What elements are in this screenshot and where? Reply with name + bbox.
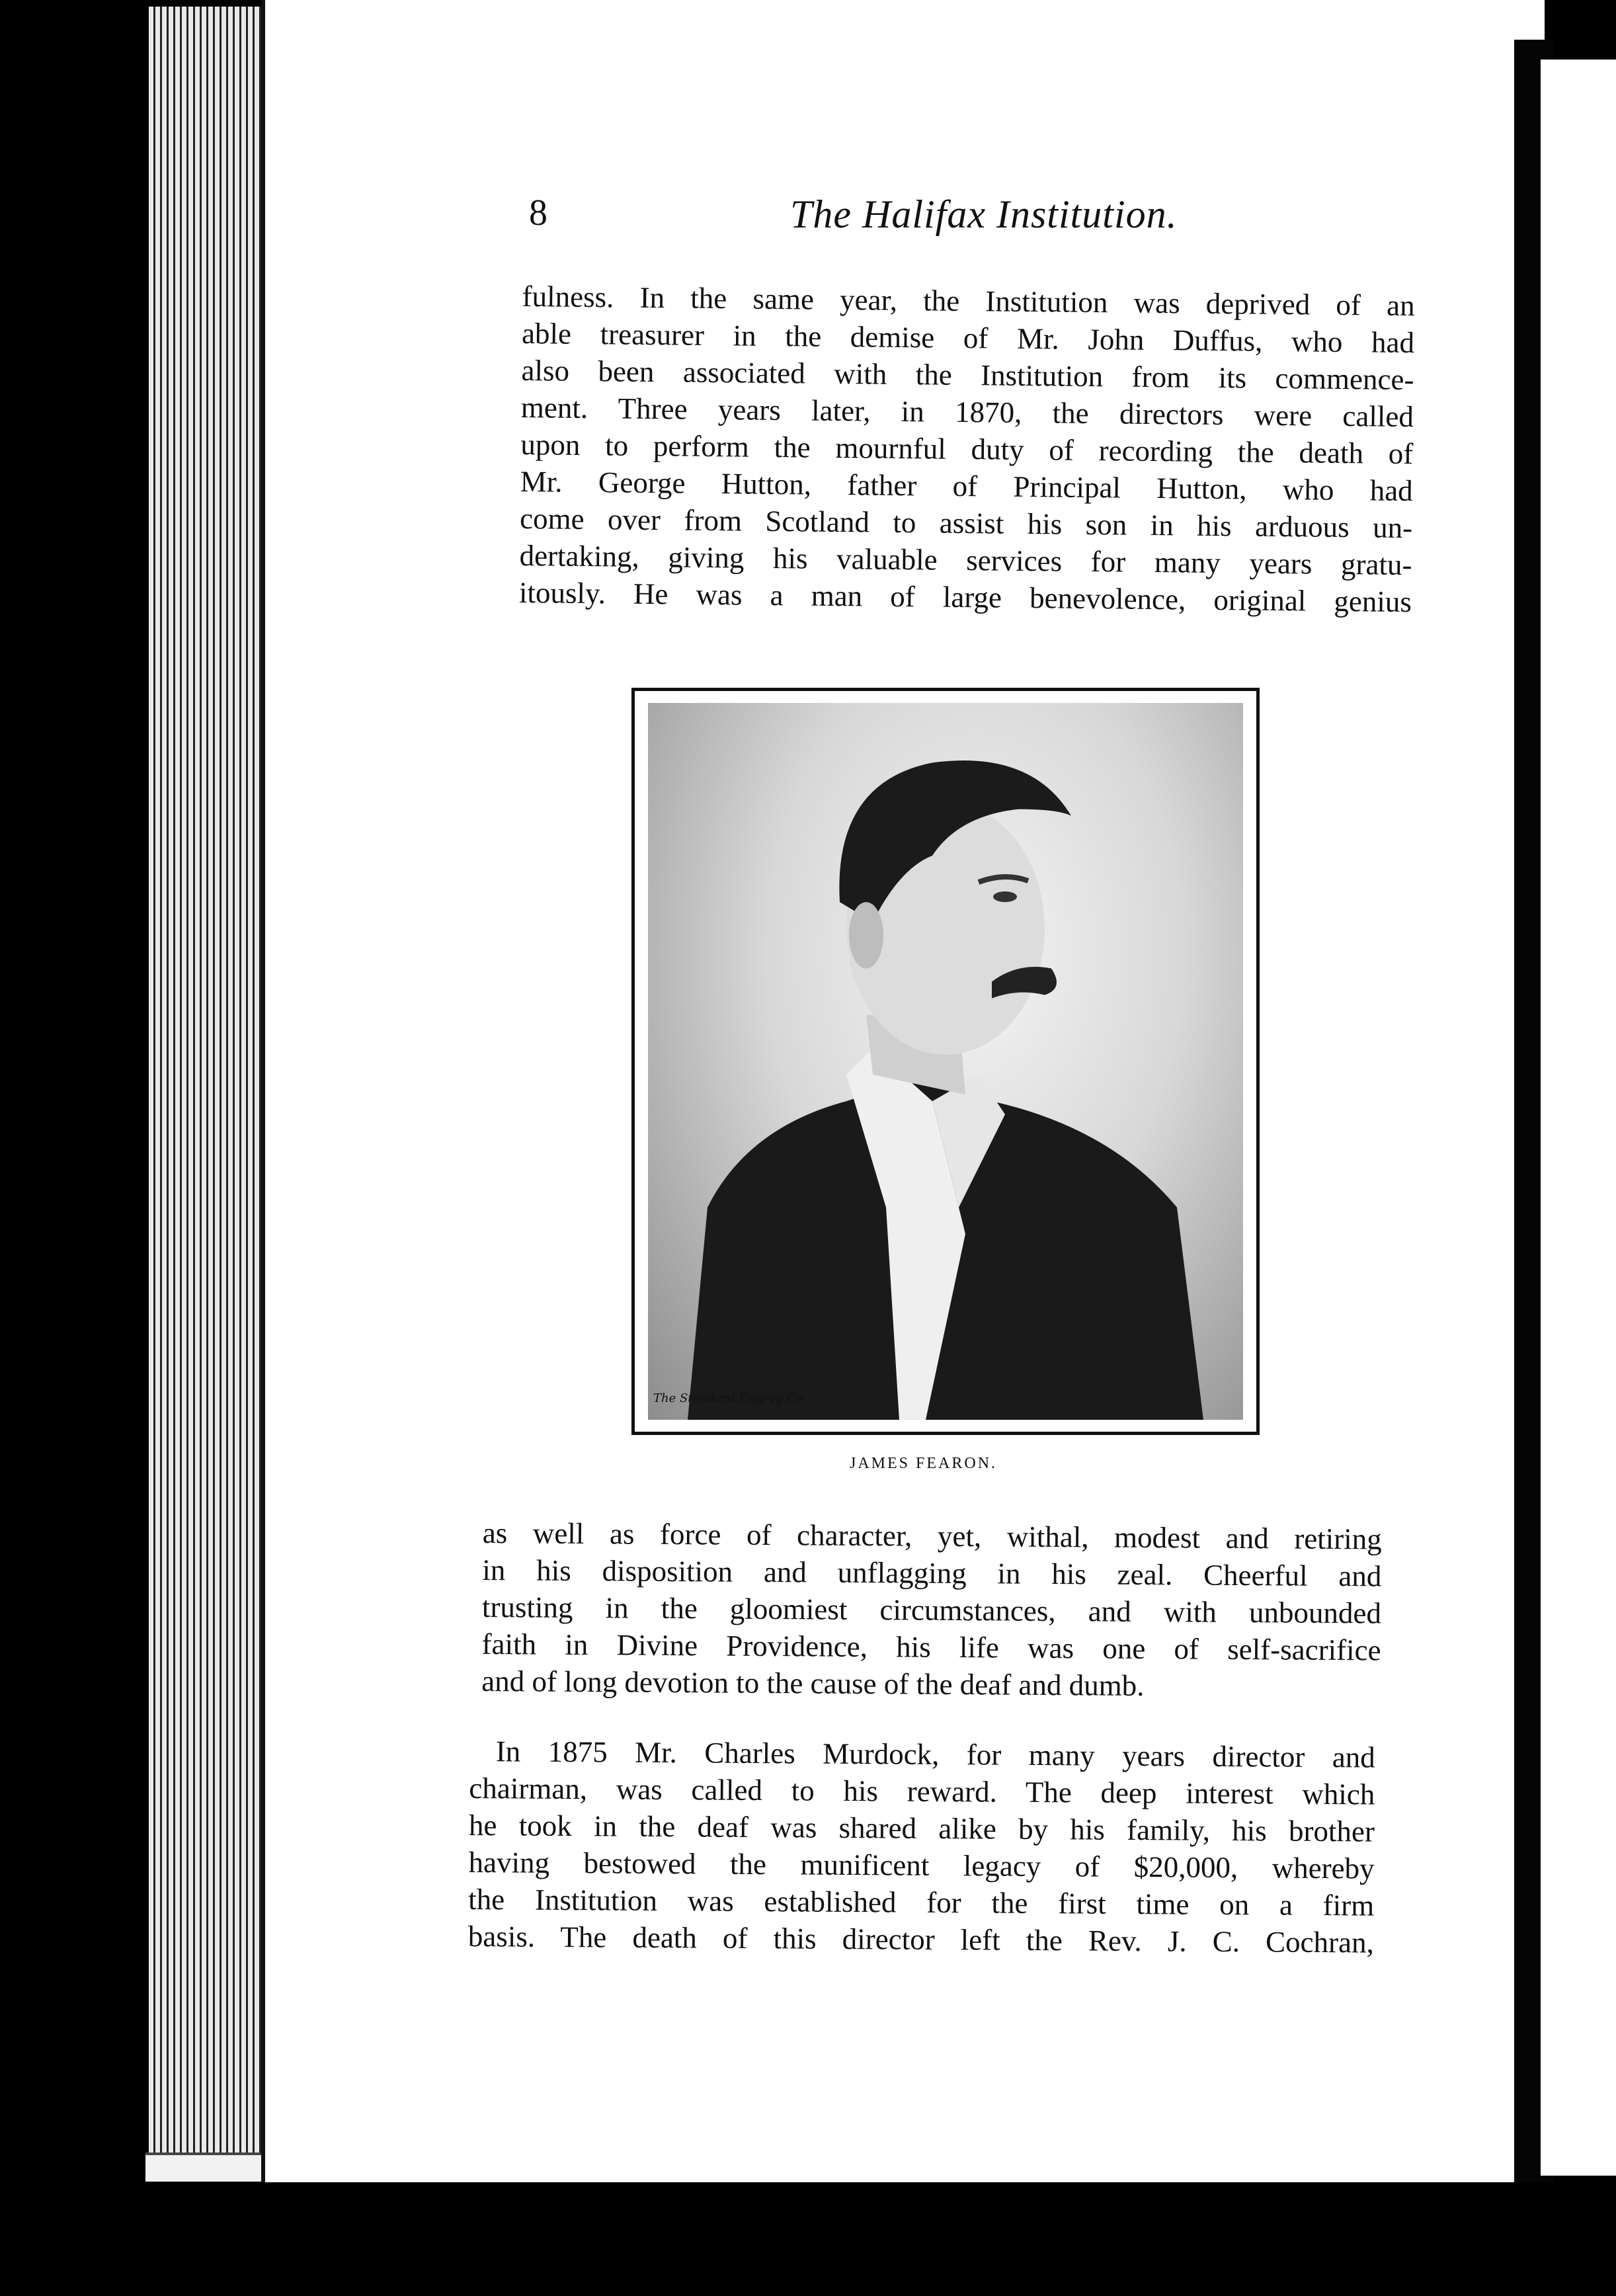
text-line: having bestowed the munificent legacy of $20,000, whereby xyxy=(468,1845,1375,1885)
text-line: able treasurer in the demise of Mr. John Duffus, who had xyxy=(521,316,1415,360)
text-line: in his disposition and unflagging in his zeal. Cheerful and xyxy=(482,1553,1382,1593)
text-line: come over from Scotland to assist his son in his arduous un- xyxy=(519,501,1413,545)
page-number: 8 xyxy=(529,192,547,233)
paragraph-1 xyxy=(519,278,1415,620)
paragraph-3 xyxy=(468,1733,1375,1961)
text-line: also been associated with the Institution from its commence- xyxy=(521,353,1414,397)
text-line: basis. The death of this director left the Rev. J. C. Cochran, xyxy=(467,1919,1374,1959)
text-line: itously. He was a man of large benevolence, original genius xyxy=(518,575,1412,619)
portrait-figure xyxy=(631,688,1260,1435)
text-line: chairman, was called to his reward. The deep interest which xyxy=(469,1771,1375,1811)
text-line: as well as force of character, yet, withal, modest and retiring xyxy=(482,1516,1382,1556)
text-line: faith in Divine Providence, his life was one of self-sacrifice xyxy=(481,1627,1381,1667)
text-line: ment. Three years later, in 1870, the directors were called xyxy=(520,390,1414,434)
engraver-signature: The Standard Engrvg Co xyxy=(653,1391,803,1405)
text-line: upon to perform the mournful duty of recording the death of xyxy=(520,427,1414,471)
text-line: dertaking, giving his valuable services for many years gratu- xyxy=(519,538,1412,582)
facing-page-edge xyxy=(1541,60,1616,2176)
text-line: In 1875 Mr. Charles Murdock, for many years director and xyxy=(495,1735,1375,1774)
running-head: The Halifax Institution. xyxy=(790,192,1178,236)
page-header xyxy=(529,192,1210,251)
text-line: trusting in the gloomiest circumstances, and with unbounded xyxy=(481,1590,1382,1630)
text-line: fulness. In the same year, the Institution was deprived of an xyxy=(522,279,1415,323)
figure-caption: JAMES FEARON. xyxy=(850,1455,998,1472)
portrait-photo xyxy=(648,703,1243,1420)
page-edges xyxy=(149,7,268,2156)
text-line: and of long devotion to the cause of the deaf and dumb. xyxy=(481,1664,1145,1702)
text-line: he took in the deaf was shared alike by his family, his brother xyxy=(468,1808,1375,1848)
text-line: the Institution was established for the first time on a firm xyxy=(468,1882,1375,1922)
paragraph-2 xyxy=(481,1514,1382,1705)
text-line: Mr. George Hutton, father of Principal Hutton, who had xyxy=(520,464,1413,508)
portrait-illustration xyxy=(648,703,1243,1420)
